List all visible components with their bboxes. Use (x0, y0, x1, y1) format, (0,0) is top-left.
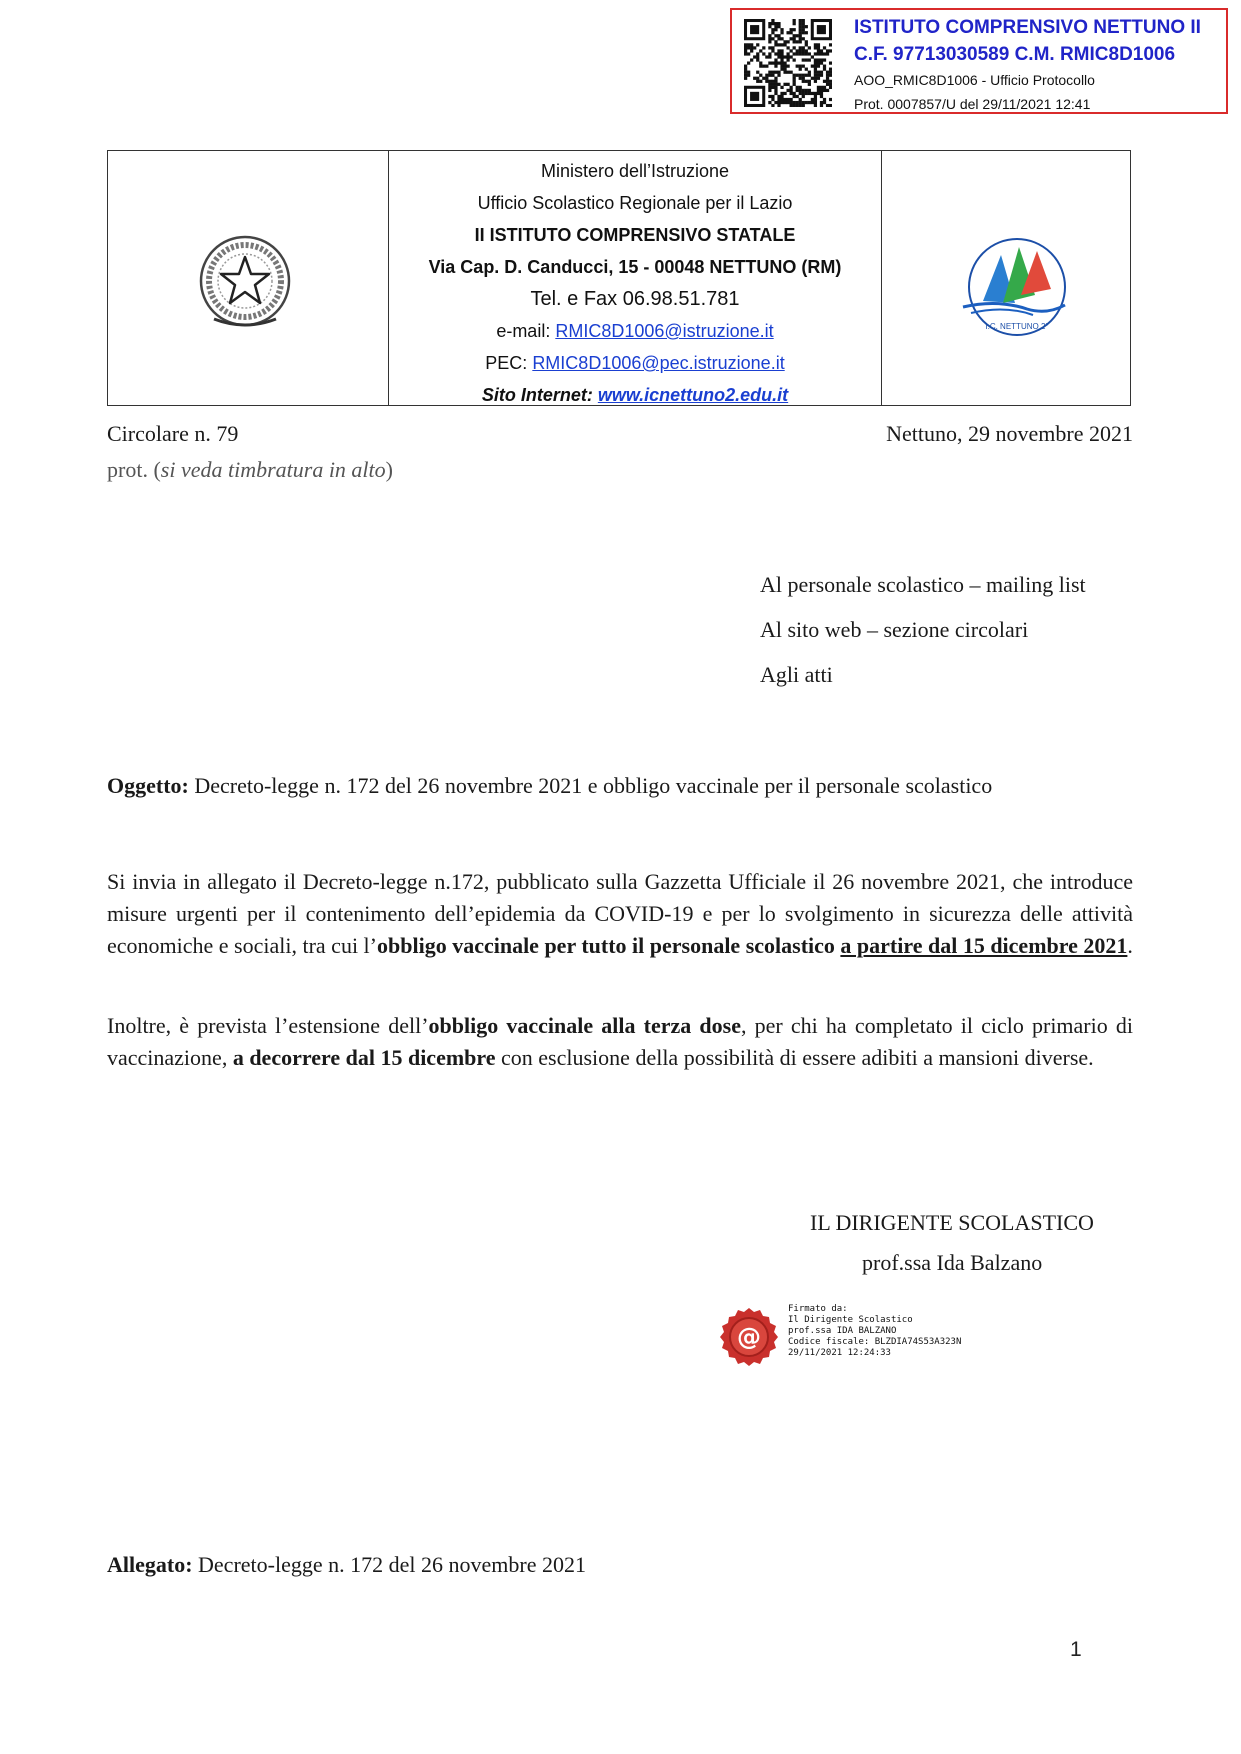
recipient-line: Al sito web – sezione circolari (760, 617, 1029, 642)
digital-signature-stamp (718, 1304, 998, 1372)
school-address: Via Cap. D. Canducci, 15 - 00048 NETTUNO (RM) (428, 257, 842, 277)
protocol-note: prot. (si veda timbratura in alto) (107, 457, 393, 482)
subject-line (107, 773, 992, 799)
stamp-fiscal-code: C.F. 97713030589 C.M. RMIC8D1006 (854, 44, 1176, 65)
wax-seal-at-icon (718, 1306, 780, 1368)
italian-republic-emblem (186, 227, 304, 339)
ministry-name: Ministero dell’Istruzione (540, 161, 730, 181)
pec-line (389, 347, 881, 379)
subject-label: Oggetto: (107, 773, 189, 798)
attachment-label: Allegato: (107, 1552, 193, 1577)
school-sail-logo (957, 233, 1073, 341)
email-label: e-mail: (496, 321, 556, 341)
pec-link[interactable]: RMIC8D1006@pec.istruzione.it (532, 353, 785, 373)
body-paragraph: Si invia in allegato il Decreto-legge n.172, pubblicato sulla Gazzetta Ufficiale il 26 novembre 2021, che introduce misure urgenti per il contenimento dell’epidemia da COVID-19 e per lo svolgimento in sicurezza delle attività economiche e sociali, tra cui l’obbligo vaccinale per tutto il personale scolastico a partire dal 15 dicembre 2021. (107, 869, 1133, 958)
regional-office: Ufficio Scolastico Regionale per il Lazio (477, 193, 793, 213)
attachment-line (107, 1552, 586, 1578)
website-line (389, 379, 881, 411)
recipient-line: Al personale scolastico – mailing list (760, 572, 1086, 597)
stamp-institute-name: ISTITUTO COMPRENSIVO NETTUNO II (854, 17, 1201, 38)
signature-detail-line: Codice fiscale: BLZDIA74S53A323N (788, 1337, 962, 1347)
signature-detail-line: prof.ssa IDA BALZANO (788, 1326, 897, 1336)
svg-text:I.C. NETTUNO 2°: I.C. NETTUNO 2° (985, 322, 1049, 331)
qr-code-icon (744, 19, 832, 107)
stamp-protocol-number: Prot. 0007857/U del 29/11/2021 12:41 (854, 96, 1091, 112)
protocol-stamp (730, 8, 1228, 114)
letterhead-table (107, 150, 1131, 406)
email-link[interactable]: RMIC8D1006@istruzione.it (555, 321, 774, 341)
table-divider (881, 151, 882, 405)
signatory-title: IL DIRIGENTE SCOLASTICO (810, 1210, 1094, 1235)
circular-date: Nettuno, 29 novembre 2021 (886, 421, 1133, 446)
email-line (389, 315, 881, 347)
website-label: Sito Internet: (481, 385, 598, 405)
signatory-name: prof.ssa Ida Balzano (862, 1250, 1043, 1275)
pec-label: PEC: (485, 353, 533, 373)
school-phone: Tel. e Fax 06.98.51.781 (530, 288, 740, 310)
signature-detail-line: Il Dirigente Scolastico (788, 1315, 913, 1325)
signature-detail-line: 29/11/2021 12:24:33 (788, 1348, 891, 1358)
digital-signature-details (788, 1304, 961, 1359)
stamp-aoo: AOO_RMIC8D1006 - Ufficio Protocollo (854, 72, 1095, 88)
website-link[interactable]: www.icnettuno2.edu.it (597, 385, 789, 405)
svg-text:@: @ (737, 1323, 761, 1351)
recipient-line: Agli atti (760, 662, 833, 687)
circular-number: Circolare n. 79 (107, 421, 239, 446)
attachment-text: Decreto-legge n. 172 del 26 novembre 2021 (192, 1552, 586, 1577)
school-name: II ISTITUTO COMPRENSIVO STATALE (474, 225, 796, 245)
signature-detail-line: Firmato da: (788, 1304, 848, 1314)
page-number: 1 (1070, 1638, 1082, 1661)
body-paragraph: Inoltre, è prevista l’estensione dell’obbligo vaccinale alla terza dose, per chi ha completato il ciclo primario di vaccinazione, a decorrere dal 15 dicembre con esclusione della possibilità di essere adibiti a mansioni diverse. (107, 1013, 1133, 1070)
subject-text: Decreto-legge n. 172 del 26 novembre 2021 e obbligo vaccinale per il personale scolastico (188, 773, 993, 798)
